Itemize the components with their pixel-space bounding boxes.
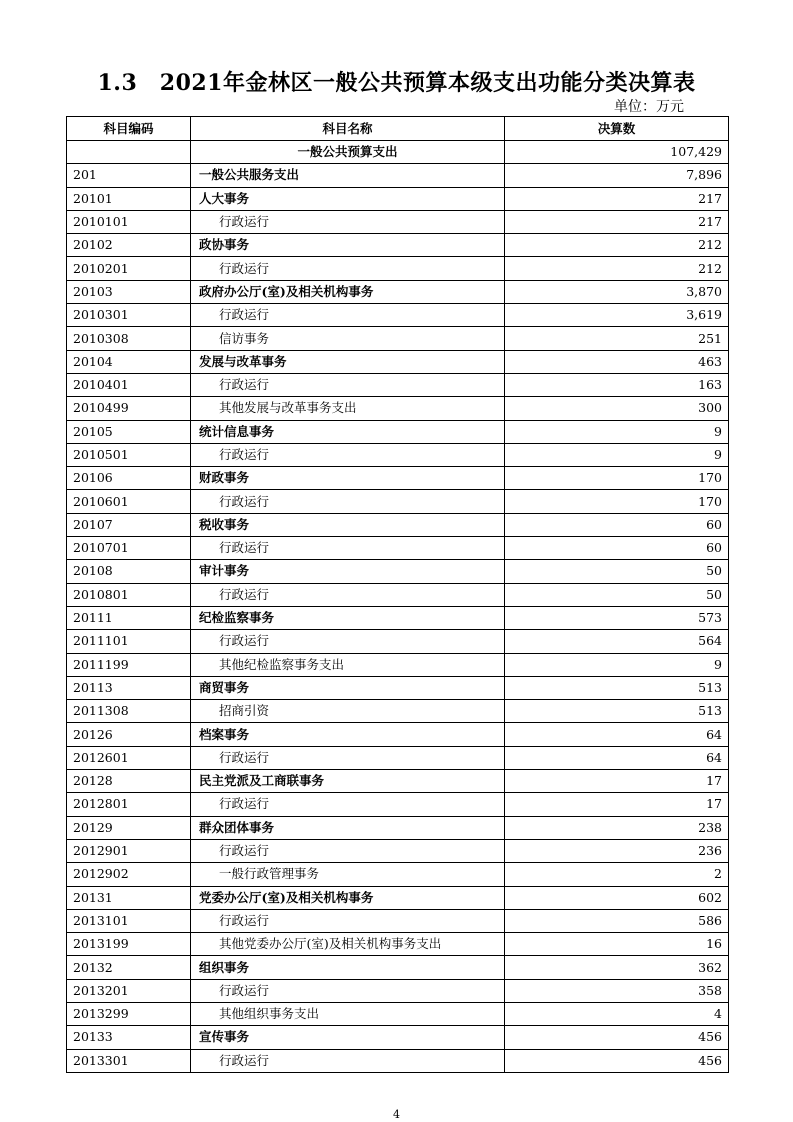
row-amount: 2	[505, 863, 729, 886]
table-row	[67, 234, 729, 257]
row-code: 20103	[67, 280, 191, 303]
row-amount: 212	[505, 257, 729, 280]
table-row	[67, 909, 729, 932]
row-amount: 236	[505, 839, 729, 862]
row-code: 20126	[67, 723, 191, 746]
row-amount: 9	[505, 653, 729, 676]
row-amount: 456	[505, 1026, 729, 1049]
row-name: 行政运行	[191, 257, 505, 280]
row-code: 2012901	[67, 839, 191, 862]
row-amount: 64	[505, 723, 729, 746]
table-row	[67, 746, 729, 769]
table-row	[67, 700, 729, 723]
row-code: 2013301	[67, 1049, 191, 1072]
row-code: 2013101	[67, 909, 191, 932]
row-name: 行政运行	[191, 373, 505, 396]
table-row	[67, 187, 729, 210]
row-name: 行政运行	[191, 490, 505, 513]
table-row	[67, 327, 729, 350]
row-name: 党委办公厅(室)及相关机构事务	[191, 886, 505, 909]
table-row	[67, 304, 729, 327]
table-row	[67, 979, 729, 1002]
table-row	[67, 467, 729, 490]
row-name: 组织事务	[191, 956, 505, 979]
row-amount: 9	[505, 420, 729, 443]
row-name: 行政运行	[191, 746, 505, 769]
row-amount: 9	[505, 443, 729, 466]
row-code: 20105	[67, 420, 191, 443]
table-row	[67, 839, 729, 862]
row-amount: 251	[505, 327, 729, 350]
table-row	[67, 350, 729, 373]
table-row	[67, 933, 729, 956]
table-row	[67, 1002, 729, 1025]
row-name: 一般行政管理事务	[191, 863, 505, 886]
row-amount: 217	[505, 210, 729, 233]
row-name: 统计信息事务	[191, 420, 505, 443]
row-amount: 463	[505, 350, 729, 373]
row-amount: 170	[505, 467, 729, 490]
row-code: 2010501	[67, 443, 191, 466]
row-amount: 170	[505, 490, 729, 513]
row-code: 2010201	[67, 257, 191, 280]
table-row	[67, 653, 729, 676]
row-amount: 50	[505, 583, 729, 606]
row-code: 20129	[67, 816, 191, 839]
row-code: 20107	[67, 513, 191, 536]
row-amount: 3,619	[505, 304, 729, 327]
row-code: 20133	[67, 1026, 191, 1049]
budget-table	[66, 116, 729, 1073]
row-code: 2010801	[67, 583, 191, 606]
table-row	[67, 513, 729, 536]
table-row	[67, 723, 729, 746]
row-name: 一般公共服务支出	[191, 164, 505, 187]
row-code: 2010701	[67, 537, 191, 560]
row-code: 2012902	[67, 863, 191, 886]
header-amount: 决算数	[505, 117, 729, 141]
row-name: 行政运行	[191, 443, 505, 466]
row-code: 2010301	[67, 304, 191, 327]
row-name: 群众团体事务	[191, 816, 505, 839]
row-amount: 362	[505, 956, 729, 979]
row-name: 其他发展与改革事务支出	[191, 397, 505, 420]
table-row	[67, 164, 729, 187]
row-code: 20104	[67, 350, 191, 373]
row-name: 宣传事务	[191, 1026, 505, 1049]
row-name: 信访事务	[191, 327, 505, 350]
row-code: 2011308	[67, 700, 191, 723]
row-name: 行政运行	[191, 793, 505, 816]
table-row	[67, 793, 729, 816]
row-name: 发展与改革事务	[191, 350, 505, 373]
row-amount: 64	[505, 746, 729, 769]
row-name: 行政运行	[191, 304, 505, 327]
page-title: 1.3 2021年金林区一般公共预算本级支出功能分类决算表	[97, 70, 696, 96]
row-amount: 4	[505, 1002, 729, 1025]
row-name: 商贸事务	[191, 676, 505, 699]
row-name: 招商引资	[191, 700, 505, 723]
row-code: 20106	[67, 467, 191, 490]
row-code: 20108	[67, 560, 191, 583]
row-name: 行政运行	[191, 909, 505, 932]
table-row	[67, 443, 729, 466]
row-amount: 17	[505, 770, 729, 793]
row-amount: 212	[505, 234, 729, 257]
row-name: 档案事务	[191, 723, 505, 746]
row-name: 政府办公厅(室)及相关机构事务	[191, 280, 505, 303]
unit-label: 单位：万元	[614, 99, 684, 115]
row-amount: 586	[505, 909, 729, 932]
row-code: 20101	[67, 187, 191, 210]
row-code: 2011101	[67, 630, 191, 653]
table-row	[67, 420, 729, 443]
row-name: 一般公共预算支出	[191, 141, 505, 164]
row-amount: 17	[505, 793, 729, 816]
page-number: 4	[393, 1108, 400, 1121]
row-code: 2012801	[67, 793, 191, 816]
table-row	[67, 816, 729, 839]
row-name: 行政运行	[191, 979, 505, 1002]
table-row	[67, 630, 729, 653]
row-name: 行政运行	[191, 1049, 505, 1072]
table-row	[67, 257, 729, 280]
row-name: 其他纪检监察事务支出	[191, 653, 505, 676]
table-row	[67, 1049, 729, 1072]
header-name: 科目名称	[191, 117, 505, 141]
row-name: 人大事务	[191, 187, 505, 210]
row-code: 20111	[67, 606, 191, 629]
row-amount: 16	[505, 933, 729, 956]
row-name: 行政运行	[191, 537, 505, 560]
table-row	[67, 490, 729, 513]
table-row	[67, 886, 729, 909]
row-code: 2013201	[67, 979, 191, 1002]
row-name: 其他党委办公厅(室)及相关机构事务支出	[191, 933, 505, 956]
table-header-row	[67, 117, 729, 141]
table-row	[67, 560, 729, 583]
row-code: 2011199	[67, 653, 191, 676]
row-amount: 217	[505, 187, 729, 210]
row-amount: 358	[505, 979, 729, 1002]
header-code: 科目编码	[67, 117, 191, 141]
row-code: 2010601	[67, 490, 191, 513]
row-name: 其他组织事务支出	[191, 1002, 505, 1025]
row-amount: 107,429	[505, 141, 729, 164]
row-code: 2010499	[67, 397, 191, 420]
table-row	[67, 210, 729, 233]
row-code: 20113	[67, 676, 191, 699]
row-amount: 573	[505, 606, 729, 629]
table-row	[67, 397, 729, 420]
row-amount: 60	[505, 537, 729, 560]
row-amount: 50	[505, 560, 729, 583]
table-row	[67, 770, 729, 793]
row-amount: 602	[505, 886, 729, 909]
row-code: 2013199	[67, 933, 191, 956]
row-code: 2010101	[67, 210, 191, 233]
table-row	[67, 956, 729, 979]
row-amount: 564	[505, 630, 729, 653]
table-row	[67, 1026, 729, 1049]
row-name: 行政运行	[191, 583, 505, 606]
row-code: 2010401	[67, 373, 191, 396]
row-code: 20131	[67, 886, 191, 909]
row-amount: 456	[505, 1049, 729, 1072]
row-amount: 300	[505, 397, 729, 420]
row-code: 20102	[67, 234, 191, 257]
row-code: 2010308	[67, 327, 191, 350]
table-row	[67, 583, 729, 606]
table-row	[67, 373, 729, 396]
row-code: 201	[67, 164, 191, 187]
table-row	[67, 280, 729, 303]
row-code: 2012601	[67, 746, 191, 769]
row-amount: 60	[505, 513, 729, 536]
row-name: 政协事务	[191, 234, 505, 257]
row-name: 税收事务	[191, 513, 505, 536]
table-row	[67, 676, 729, 699]
row-amount: 513	[505, 700, 729, 723]
row-name: 纪检监察事务	[191, 606, 505, 629]
row-name: 行政运行	[191, 839, 505, 862]
row-name: 行政运行	[191, 630, 505, 653]
row-amount: 7,896	[505, 164, 729, 187]
row-amount: 513	[505, 676, 729, 699]
row-amount: 3,870	[505, 280, 729, 303]
row-name: 民主党派及工商联事务	[191, 770, 505, 793]
row-name: 审计事务	[191, 560, 505, 583]
row-code: 20132	[67, 956, 191, 979]
table-row	[67, 537, 729, 560]
row-code: 2013299	[67, 1002, 191, 1025]
table-row	[67, 863, 729, 886]
row-amount: 163	[505, 373, 729, 396]
row-name: 行政运行	[191, 210, 505, 233]
table-row	[67, 141, 729, 164]
table-row	[67, 606, 729, 629]
row-code: 20128	[67, 770, 191, 793]
row-code	[67, 141, 191, 164]
row-amount: 238	[505, 816, 729, 839]
row-name: 财政事务	[191, 467, 505, 490]
